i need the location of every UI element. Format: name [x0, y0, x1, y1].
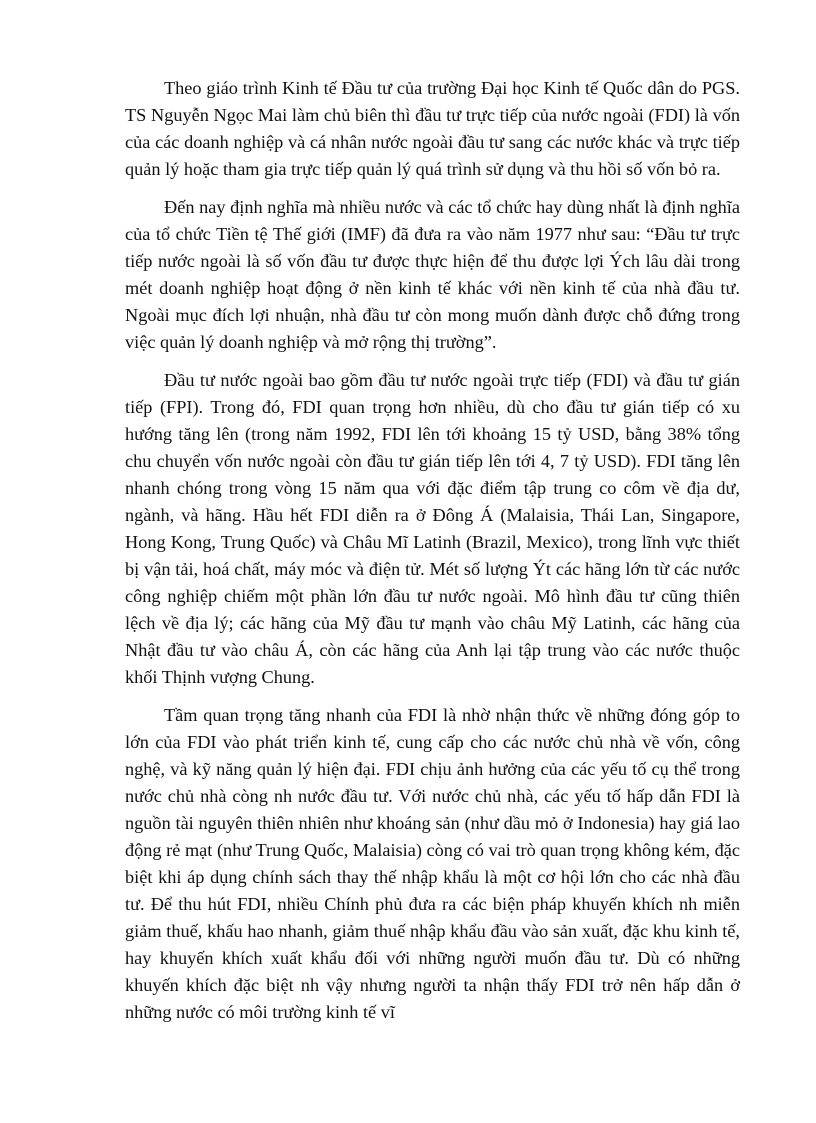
- paragraph-fdi-vs-fpi: Đầu tư nước ngoài bao gồm đầu tư nước ngoài trực tiếp (FDI) và đầu tư gián tiếp (FPI). Trong đó, FDI quan trọng hơn nhiều, dù cho đầu tư gián tiếp có xu hướng tăng lên (trong năm 1992, FDI lên tới khoảng 15 tỷ USD, bằng 38% tổng chu chuyển vốn nước ngoài còn đầu tư gián tiếp lên tới 4, 7 tỷ USD). FDI tăng lên nhanh chóng trong vòng 15 năm qua với đặc điểm tập trung co côm về địa dư, ngành, và hãng. Hầu hết FDI diễn ra ở Đông Á (Malaisia, Thái Lan, Singapore, Hong Kong, Trung Quốc) và Châu Mĩ Latinh (Brazil, Mexico), trong lĩnh vực thiết bị vận tải, hoá chất, máy móc và điện tử. Mét số lượng Ýt các hãng lớn từ các nước công nghiệp chiếm một phần lớn đầu tư nước ngoài. Mô hình đầu tư cũng thiên lệch về địa lý; các hãng của Mỹ đầu tư mạnh vào châu Mỹ Latinh, các hãng của Nhật đầu tư vào châu Á, còn các hãng của Anh lại tập trung vào các nước thuộc khối Thịnh vượng Chung.: [125, 370, 740, 687]
- paragraph-fdi-definition-textbook: Theo giáo trình Kinh tế Đầu tư của trường Đại học Kinh tế Quốc dân do PGS. TS Nguyễn Ngọc Mai làm chủ biên thì đầu tư trực tiếp của nước ngoài (FDI) là vốn của các doanh nghiệp và cá nhân nước ngoài đầu tư sang các nước khác và trực tiếp quản lý hoặc tham gia trực tiếp quản lý quá trình sử dụng và thu hồi số vốn bỏ ra.: [125, 78, 740, 179]
- paragraph-fdi-definition-imf: Đến nay định nghĩa mà nhiều nước và các tổ chức hay dùng nhất là định nghĩa của tổ chức Tiền tệ Thế giới (IMF) đã đưa ra vào năm 1977 như sau: “Đầu tư trực tiếp nước ngoài là số vốn đầu tư được thực hiện để thu được lợi Ých lâu dài trong mét doanh nghiệp hoạt động ở nền kinh tế khác với nền kinh tế của nhà đầu tư. Ngoài mục đích lợi nhuận, nhà đầu tư còn mong muốn dành được chỗ đứng trong việc quản lý doanh nghiệp và mở rộng thị trường”.: [125, 197, 740, 352]
- paragraph-fdi-importance: Tầm quan trọng tăng nhanh của FDI là nhờ nhận thức về những đóng góp to lớn của FDI vào phát triển kinh tế, cung cấp cho các nước chủ nhà về vốn, công nghệ, và kỹ năng quản lý hiện đại. FDI chịu ảnh hưởng của các yếu tố cụ thể trong nước chủ nhà còng nh nước đầu tư. Với nước chủ nhà, các yếu tố hấp dẫn FDI là nguồn tài nguyên thiên nhiên như khoáng sản (như dầu mỏ ở Indonesia) hay giá lao động rẻ mạt (như Trung Quốc, Malaisia) còng có vai trò quan trọng không kém, đặc biệt khi áp dụng chính sách thay thế nhập khẩu là một cơ hội lớn cho các nhà đầu tư. Để thu hút FDI, nhiều Chính phủ đưa ra các biện pháp khuyến khích nh miễn giảm thuế, khấu hao nhanh, giảm thuế nhập khẩu đầu vào sản xuất, đặc khu kinh tế, hay khuyến khích xuất khẩu đối với những người muốn đầu tư. Dù có những khuyến khích đặc biệt nh vậy nhưng người ta nhận thấy FDI trở nên hấp dẫn ở những nước có môi trường kinh tế vĩ: [125, 705, 740, 1022]
- document-page: [125, 75, 740, 1037]
